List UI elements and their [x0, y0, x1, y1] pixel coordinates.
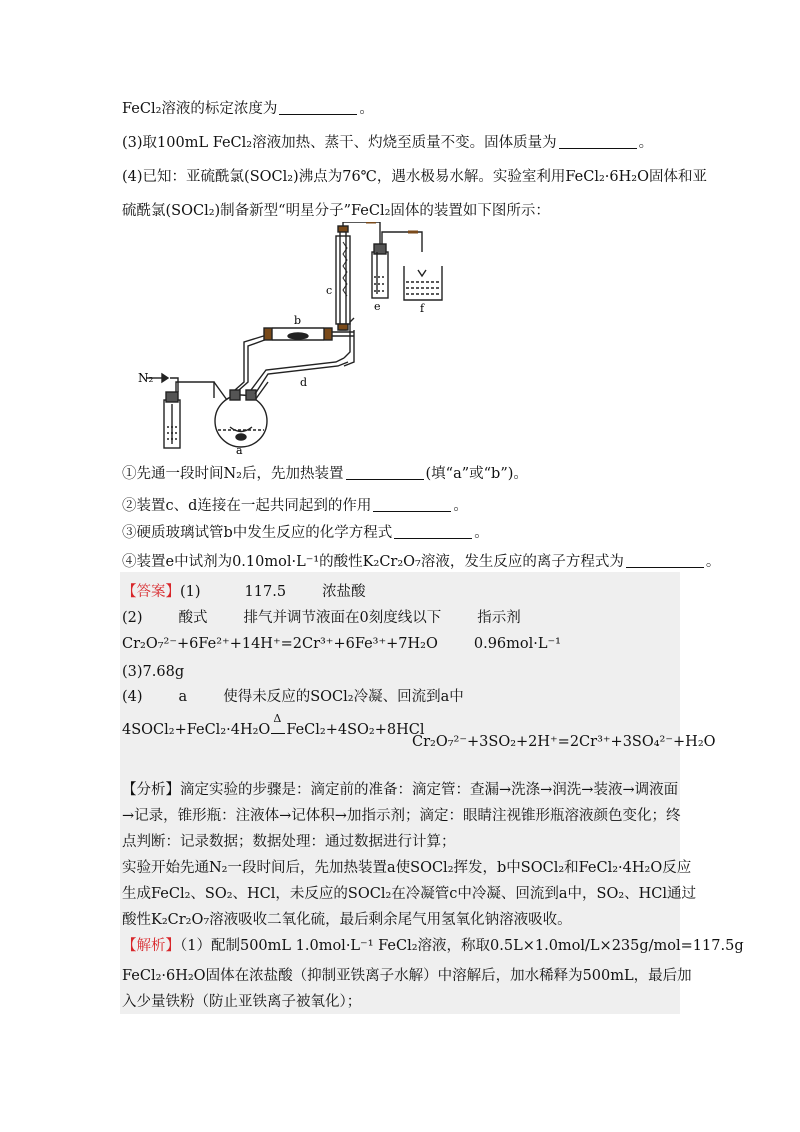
answer-num: (1) — [180, 584, 201, 600]
q-text-end: 。 — [474, 525, 489, 541]
answer-row-6a — [122, 712, 425, 740]
analysis-tag: 【分析】 — [122, 782, 180, 798]
answer-blank — [626, 553, 704, 568]
q-text: ③硬质玻璃试管b中发生反应的化学方程式 — [122, 525, 393, 541]
analysis-text: 滴定实验的步骤是：滴定前的准备：滴定管：查漏→洗涤→润洗→装液→调液面 — [180, 782, 679, 798]
answer-value: 浓盐酸 — [322, 584, 366, 600]
label-d: d — [300, 376, 308, 389]
chem-equation: 4SOCl₂+FeCl₂·4H₂O — [122, 722, 271, 738]
q-line-2 — [122, 133, 653, 153]
answer-num: (2) — [122, 610, 143, 626]
sub-q-2 — [122, 496, 468, 516]
answer-row-6b: Cr₂O₇²⁻+3SO₂+2H⁺=2Cr³⁺+3SO₄²⁻+H₂O — [412, 734, 716, 750]
label-c: c — [326, 284, 333, 297]
answer-blank — [394, 524, 472, 539]
answer-blank — [279, 100, 357, 115]
q-text: (3)取100mL FeCl₂溶液加热、蒸干、灼烧至质量不变。固体质量为 — [122, 135, 557, 151]
answer-value: 排气并调节液面在0刻度线以下 — [243, 610, 442, 626]
q-text: ④装置e中试剂为0.10mol·L⁻¹的酸性K₂Cr₂O₇溶液，发生反应的离子方程式为 — [122, 554, 624, 570]
apparatus-diagram — [118, 222, 538, 460]
answer-tag: 【答案】 — [122, 584, 180, 600]
analysis-p6: 酸性K₂Cr₂O₇溶液吸收二氧化硫，最后剩余尾气用氢氧化钠溶液吸收。 — [122, 912, 572, 928]
solution-text: （1）配制500mL 1.0mol·L⁻¹ FeCl₂溶液，称取0.5L×1.0mol/L×235g/mol=117.5g — [180, 938, 744, 954]
answer-blank — [373, 497, 451, 512]
sub-q-4 — [122, 552, 720, 572]
answer-blank — [346, 465, 424, 480]
answer-value: 117.5 — [244, 584, 287, 600]
answer-value: 指示剂 — [477, 610, 521, 626]
solution-tag: 【解析】 — [122, 938, 180, 954]
answer-value: a — [178, 689, 188, 705]
answer-value: 使得未反应的SOCl₂冷凝、回流到a中 — [223, 689, 464, 705]
q-text-end: 。 — [638, 135, 654, 151]
chem-equation-products: FeCl₂+4SO₂+8HCl — [286, 722, 425, 738]
answer-value: 酸式 — [178, 610, 208, 626]
analysis-p5: 生成FeCl₂、SO₂、HCl，未反应的SOCl₂在冷凝管c中冷凝、回流到a中，SO₂、HCl通过 — [122, 886, 697, 902]
answer-num: (4) — [122, 689, 143, 705]
q-text-end: (填“a”或“b”)。 — [425, 466, 528, 482]
answer-row-2 — [122, 608, 521, 628]
answer-row-1 — [122, 582, 366, 602]
q-line-4: 硫酰氯(SOCl₂)制备新型“明星分子”FeCl₂固体的装置如下图所示： — [122, 203, 550, 219]
q-text-end: 。 — [359, 101, 374, 117]
q-text-end: 。 — [705, 554, 721, 570]
solution-p1 — [122, 936, 744, 956]
analysis-p1 — [122, 780, 678, 800]
q-text-end: 。 — [453, 498, 468, 514]
label-f: f — [420, 302, 425, 315]
label-n2: N₂ — [138, 371, 154, 385]
answer-row-5 — [122, 687, 464, 707]
label-b: b — [294, 314, 302, 327]
analysis-p3: 点判断：记录数据；数据处理：通过数据进行计算； — [122, 834, 456, 850]
ionic-equation: Cr₂O₇²⁻+6Fe²⁺+14H⁺=2Cr³⁺+6Fe³⁺+7H₂O — [122, 636, 438, 652]
answer-value: 0.96mol·L⁻¹ — [473, 636, 561, 652]
analysis-p2: →记录，锥形瓶：注液体→记体积→加指示剂；滴定：眼睛注视锥形瓶溶液颜色变化；终 — [122, 808, 681, 824]
answer-blank — [559, 134, 637, 149]
sub-q-3 — [122, 523, 489, 543]
q-line-3: (4)已知：亚硫酰氯(SOCl₂)沸点为76℃，遇水极易水解。实验室利用FeCl₂·6H₂O固体和亚 — [122, 169, 707, 185]
q-text: ②装置c、d连接在一起共同起到的作用 — [122, 498, 372, 514]
q-text: ①先通一段时间N₂后，先加热装置 — [122, 466, 344, 482]
solution-p3: 入少量铁粉（防止亚铁离子被氧化）； — [122, 994, 362, 1010]
q-line-1 — [122, 99, 374, 119]
solution-p2: FeCl₂·6H₂O固体在浓盐酸（抑制亚铁离子水解）中溶解后，加水稀释为500mL，最后加 — [122, 968, 692, 984]
label-a: a — [236, 444, 243, 457]
label-e: e — [374, 300, 381, 313]
q-text: FeCl₂溶液的标定浓度为 — [122, 101, 278, 117]
answer-row-3 — [122, 634, 561, 654]
answer-row-4: (3)7.68g — [122, 664, 185, 680]
heat-symbol: Δ — [273, 712, 282, 725]
sub-q-1 — [122, 464, 528, 484]
analysis-p4: 实验开始先通N₂一段时间后，先加热装置a使SOCl₂挥发，b中SOCl₂和FeCl₂·4H₂O反应 — [122, 860, 692, 876]
